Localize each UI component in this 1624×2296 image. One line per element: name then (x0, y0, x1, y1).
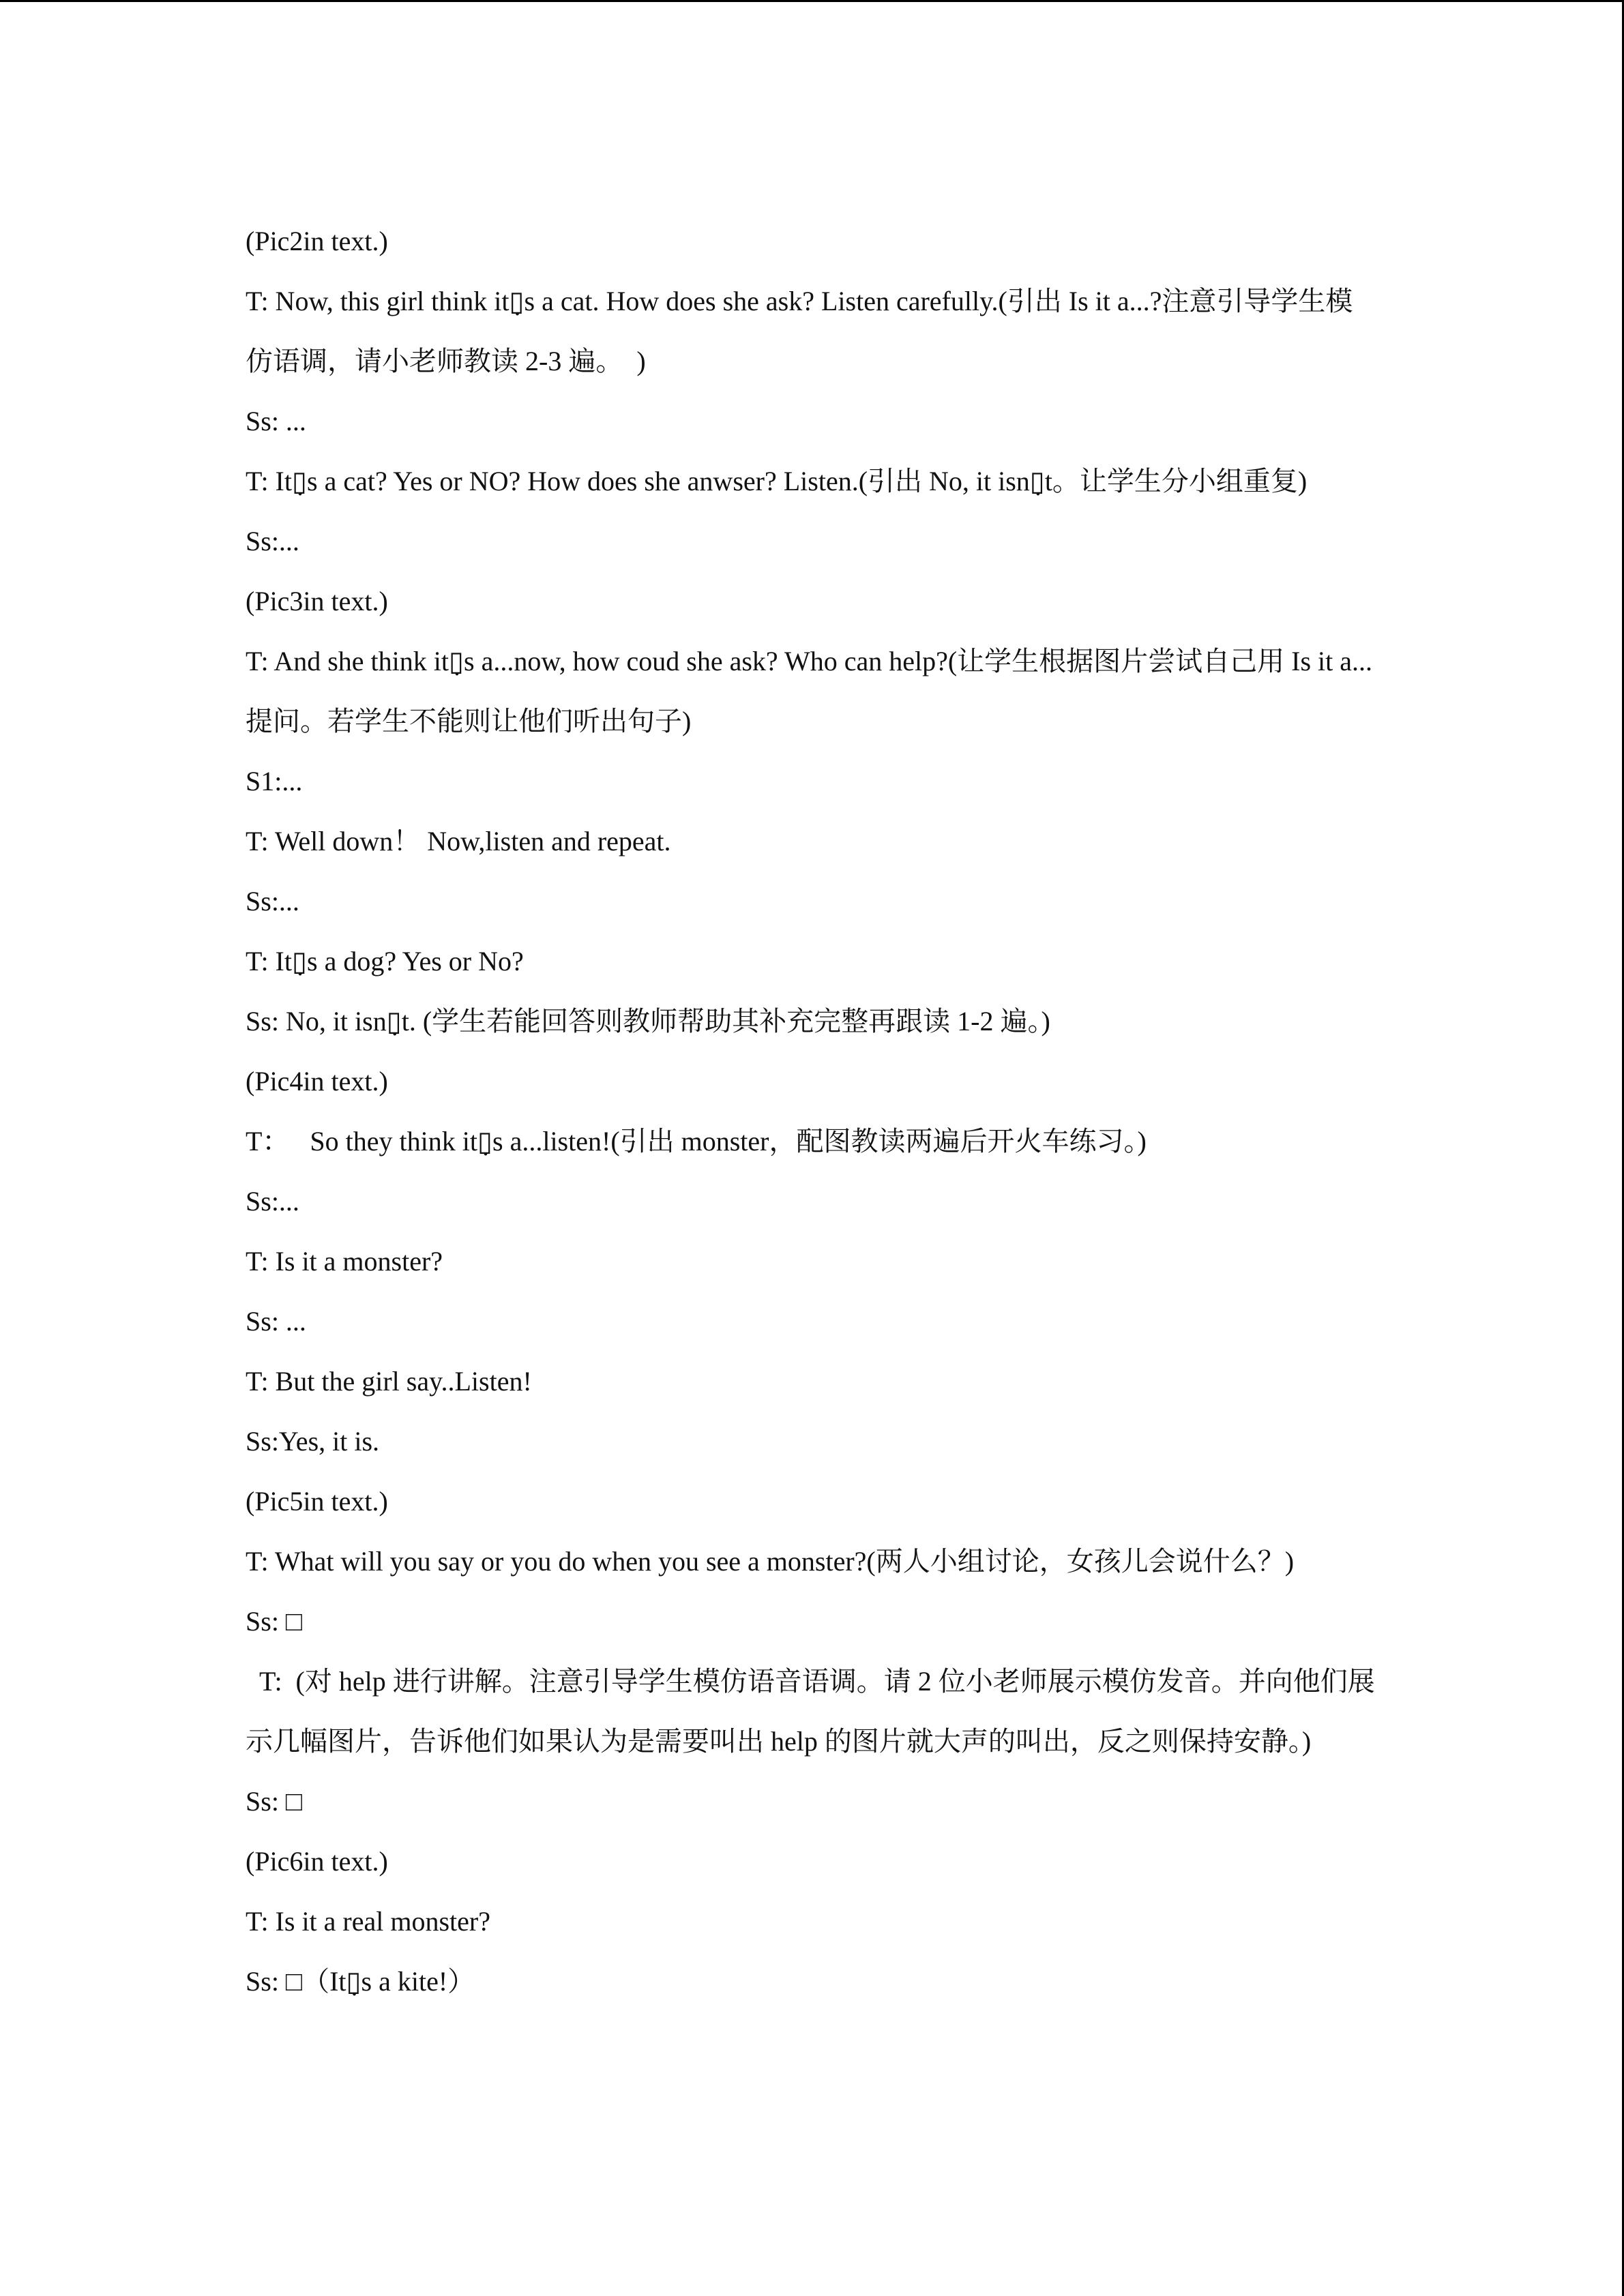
students-line: Ss: □ (246, 1606, 303, 1637)
teacher-line: T: But the girl say..Listen! (246, 1366, 532, 1397)
page-top-border (0, 0, 1624, 2)
teacher-line: T: Is it a real monster? (246, 1906, 490, 1937)
stage-direction: (Pic6in text.) (246, 1846, 388, 1877)
students-line: Ss:Yes, it is. (246, 1426, 380, 1457)
students-line: Ss:... (246, 1186, 299, 1217)
students-line: Ss: ... (246, 406, 306, 436)
students-line: Ss:... (246, 886, 299, 916)
students-line: Ss: No, it isn▯̣t. (学生若能回答则教师帮助其补充完整再跟读 1-2 遍。) (246, 1006, 1050, 1037)
teacher-line: T： So they think it▯̣s a...listen!(引出 monster，配图教读两遍后开火车练习。) (246, 1126, 1147, 1157)
stage-direction: (Pic5in text.) (246, 1486, 388, 1517)
stage-direction: (Pic2in text.) (246, 226, 388, 256)
teacher-line: T: It▯̣s a cat? Yes or NO? How does she anwser? Listen.(引出 No, it isn▯̣t。让学生分小组重复) (246, 466, 1308, 496)
stage-direction: (Pic4in text.) (246, 1066, 388, 1097)
document-body (246, 211, 1387, 2012)
students-line: Ss:... (246, 526, 299, 556)
students-line: Ss: □（It▯̣s a kite!） (246, 1966, 475, 1997)
teacher-line: T: It▯̣s a dog? Yes or No? (246, 946, 524, 976)
teacher-line: T: Is it a monster? (246, 1246, 443, 1277)
teacher-line: T: (对 help 进行讲解。注意引导学生模仿语音语调。请 2 位小老师展示模仿发音。并向他们展示几幅图片，告诉他们如果认为是需要叫出 help 的图片就大声的叫出，反之则保持安静。) (246, 1666, 1375, 1757)
teacher-line: T: What will you say or you do when you see a monster?(两人小组讨论，女孩儿会说什么？) (246, 1546, 1295, 1577)
students-line: Ss: ... (246, 1306, 306, 1337)
teacher-line: T: Well down！ Now,listen and repeat. (246, 826, 671, 856)
teacher-line: T: Now, this girl think it▯̣s a cat. How does she ask? Listen carefully.(引出 Is it a...?注意引导学生模仿语调，请小老师教读 2-3 遍。 ) (246, 286, 1353, 376)
student-one-line: S1:... (246, 766, 303, 796)
teacher-line: T: And she think it▯̣s a...now, how coud she ask? Who can help?(让学生根据图片尝试自己用 Is it a... 提问。若学生不能则让他们听出句子) (246, 646, 1387, 736)
students-line: Ss: □ (246, 1786, 303, 1817)
stage-direction: (Pic3in text.) (246, 586, 388, 616)
